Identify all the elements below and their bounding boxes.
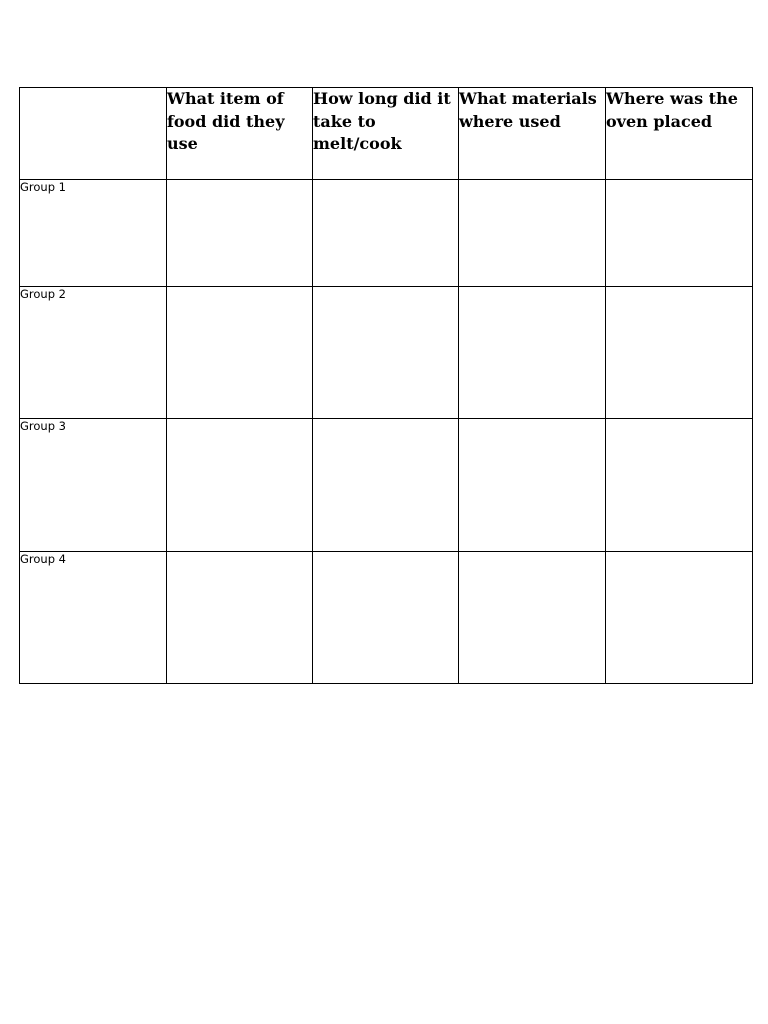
answer-cell[interactable] xyxy=(167,419,313,552)
row-label-group-2: Group 2 xyxy=(20,287,167,419)
answer-cell[interactable] xyxy=(459,287,606,419)
answer-cell[interactable] xyxy=(167,287,313,419)
answer-cell[interactable] xyxy=(606,180,753,287)
answer-cell[interactable] xyxy=(459,419,606,552)
table-row xyxy=(20,419,753,552)
answer-cell[interactable] xyxy=(313,419,459,552)
column-header-food-item: What item of food did they use xyxy=(167,88,313,180)
answer-cell[interactable] xyxy=(167,180,313,287)
answer-cell[interactable] xyxy=(606,552,753,684)
answer-cell[interactable] xyxy=(167,552,313,684)
answer-cell[interactable] xyxy=(313,180,459,287)
answer-cell[interactable] xyxy=(313,552,459,684)
observation-table xyxy=(19,87,753,684)
column-header-oven-placement: Where was the oven placed xyxy=(606,88,753,180)
table-row xyxy=(20,287,753,419)
corner-cell xyxy=(20,88,167,180)
answer-cell[interactable] xyxy=(606,419,753,552)
answer-cell[interactable] xyxy=(313,287,459,419)
table-row xyxy=(20,552,753,684)
row-label-group-1: Group 1 xyxy=(20,180,167,287)
column-header-materials: What materials where used xyxy=(459,88,606,180)
column-header-melt-time: How long did it take to melt/cook xyxy=(313,88,459,180)
header-row xyxy=(20,88,753,180)
row-label-group-3: Group 3 xyxy=(20,419,167,552)
table-row xyxy=(20,180,753,287)
row-label-group-4: Group 4 xyxy=(20,552,167,684)
answer-cell[interactable] xyxy=(606,287,753,419)
answer-cell[interactable] xyxy=(459,180,606,287)
answer-cell[interactable] xyxy=(459,552,606,684)
